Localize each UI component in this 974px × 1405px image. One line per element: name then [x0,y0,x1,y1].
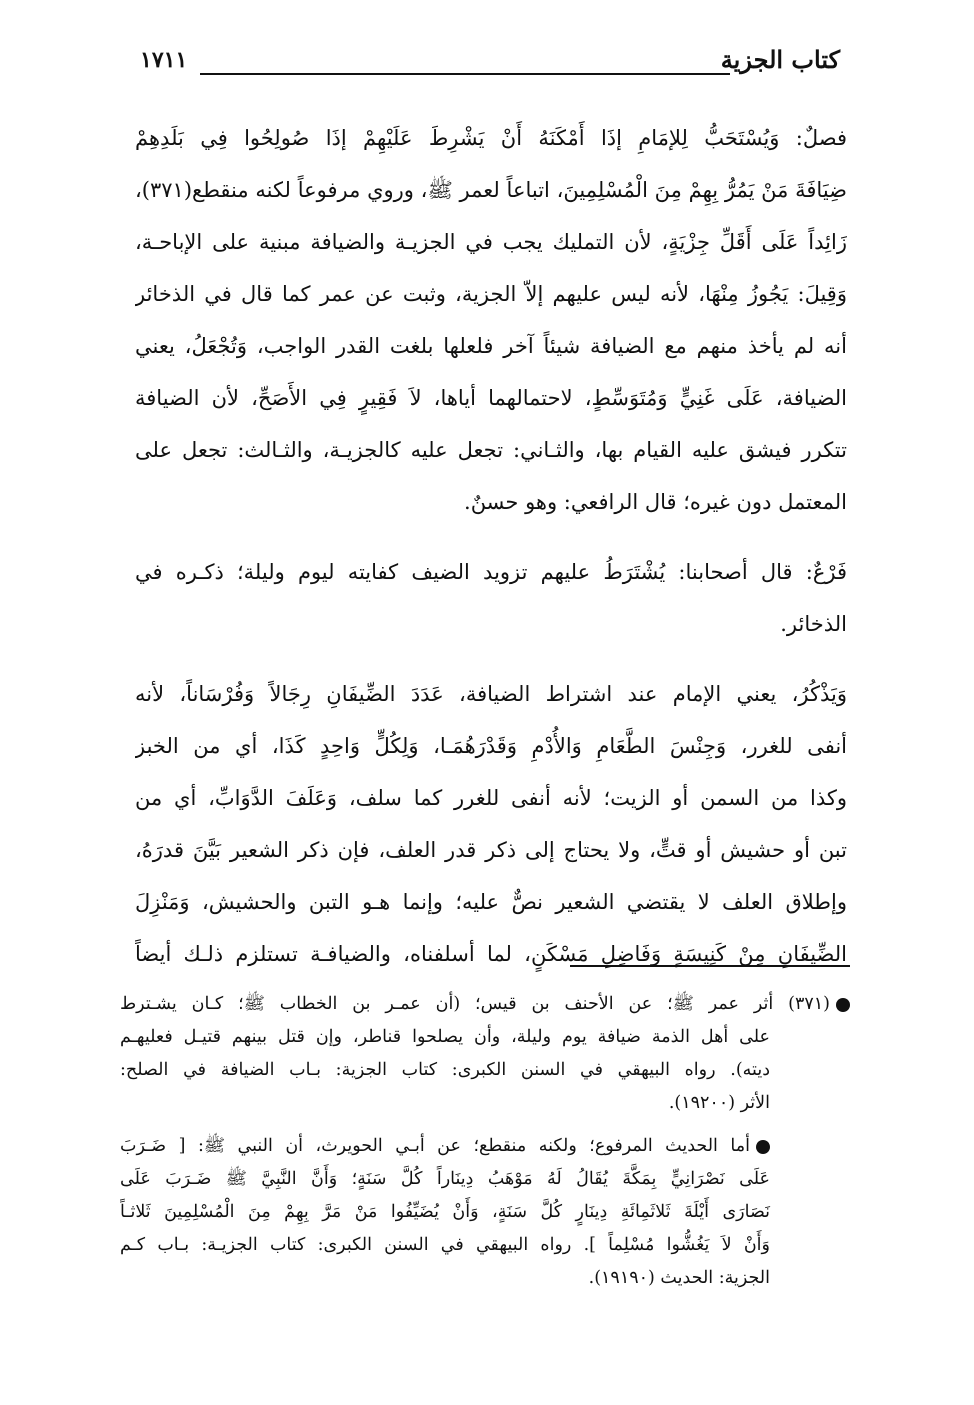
footnote-line: ديته). رواه البيهقي في السنن الكبرى: كتاب الجزية: بـاب الضيافة في الصلح: [120,1060,770,1080]
text-line: وَقِيلَ: يَجُوزُ مِنْهَا، لأنه ليس عليهم إلاّ الجزية، وثبت عن عمر كما قال في الذخائر [135,282,847,306]
text-line: وإطلاق العلف لا يقتضي الشعير نصٌّ عليه؛ وإنما هـو التبن والحشيش، وَمَنْزِلَ [135,890,847,914]
text-line: زَائِداً عَلَى أَقَلِّ جِزْيَةٍ، لأن التمليك يجب في الجزيـة والضيافة مبنية على الإباحـة، [135,230,847,254]
footnote-line [120,988,850,1021]
footnote-text: (٣٧١) أثر عمر ﷺ؛ عن الأحنف بن قيس؛ (أن عمـر بن الخطاب ﷺ؛ كـان يشـترط [120,994,830,1014]
main-text [135,112,847,980]
text-line: فصلٌ: وَيُسْتَحَبُّ لِلإمَامِ إذَا أَمْكَنَهُ أَنْ يَشْرِطَ عَلَيْهِمْ إذَا صُولِحُوا فِي بَلَدِهِمْ [135,126,847,150]
text-line: ضِيَافَةَ مَنْ يَمُرُّ بِهِمْ مِنَ الْمُسْلِمِينَ، اتباعاً لعمر ﷺ، وروي مرفوعاً لكنه منقطع(٣٧١)، [135,178,847,202]
footnote-line: نَصَارَى أَيْلَةَ ثَلاثَمِائَةِ دِينَارٍ كُلَّ سَنَةٍ، وَأَنْ يُضَيِّفُوا مَنْ مَرَّ بِهِمْ مِنَ الْمُسْلِمِينَ ثَلاثـاً [120,1202,770,1222]
running-title: كتاب الجزية [720,45,840,74]
bullet-icon [836,998,850,1012]
text-line: تبن أو حشيش أو قتٍّ، ولا يحتاج إلى ذكر قدر العلف، فإن ذكر الشعير بَيَّنَ قدرَهُ، [135,838,847,862]
text-line: تتكرر فيشق عليه القيام بها، والثـاني: تجعل عليه كالجزيـة، والثـالث: تجعل على [135,438,847,462]
text-line: أنفى للغرر، وَجِنْسَ الطَّعَامِ وَالأُدْمِ وَقَدْرَهُمَـا، وَلِكُلٍّ وَاحِدٍ كَذَا، أي من الخبز [135,734,847,758]
text-line: أنه لم يأخذ منهم مع الضيافة شيئاً آخر فلعلها بلغت القدر الواجب، وَتُجْعَلُ، يعني [135,334,847,358]
text-line: وَيَذْكُرُ، يعني الإمام عند اشتراط الضيافة، عَدَدَ الضِّيفَانِ رِجَالاً وَفُرْسَاناً، لأنه [135,682,847,706]
text-line: وكذا من السمن أو الزيت؛ لأنه أنفى للغرر كما سلف، وَعَلَفَ الدَّوَابِّ، أي من [135,786,847,810]
text-line: الضيافة، عَلَى غَنِيٍّ وَمُتَوَسِّطٍ، لاحتمالهما أياها، لاَ فَقِيرٍ فِي الأَصَحِّ، لأن الضيافة [135,386,847,410]
text-line: الضِّيفَانِ مِنْ كَنِيسَةٍ وَفَاضِلِ مَسْكَنٍ، لما أسلفناه، والضيافـة تستلزم ذلـك أيضاً [135,942,847,966]
footnotes [120,988,850,1295]
far-line: الذخائر. [780,612,847,636]
footnote-text: أما الحديث المرفوع؛ ولكنه منقطع؛ عن أبـي الحويرث، أن النبي ﷺ: [ ضَـرَبَ [120,1136,750,1156]
page-header [140,45,840,85]
footnote-divider [570,965,850,967]
footnote-line: عَلَى نَصْرَانِيٍّ بِمَكَّةَ يُقَالُ لَهُ مَوْهَبُ دِينَاراً كُلَّ سَنَةٍ؛ وَأَنَّ النَّبِيَّ ﷺ ضَـرَبَ عَلَى [120,1169,770,1189]
bullet-icon [756,1140,770,1154]
footnote-line: وَأَنْ لاَ يَغُشُّوا مُسْلِماً ]. رواه البيهقي في السنن الكبرى: كتاب الجزيـة: بـاب كـم [120,1235,770,1255]
footnote-line: الجزية: الحديث (١٩١٩٠). [588,1268,770,1288]
footnote-line: على أهل الذمة ضيافة يوم وليلة، وأن يصلحوا قناطر، وإن قتل بينهم قتيـل فعليهـم [120,1027,770,1047]
footnote-line: الأثر (١٩٢٠٠). [668,1093,770,1113]
footnote-line [120,1130,850,1163]
page-number: ١٧١١ [140,47,188,73]
header-rule [200,73,730,75]
far-line: فَرْعٌ: قال أصحابنا: يُشْتَرَطُ عليهم تزويد الضيف كفايته ليوم وليلة؛ ذكـره في [135,560,847,584]
text-line: المعتمل دون غيره؛ قال الرافعي: وهو حسنٌ. [464,490,847,514]
